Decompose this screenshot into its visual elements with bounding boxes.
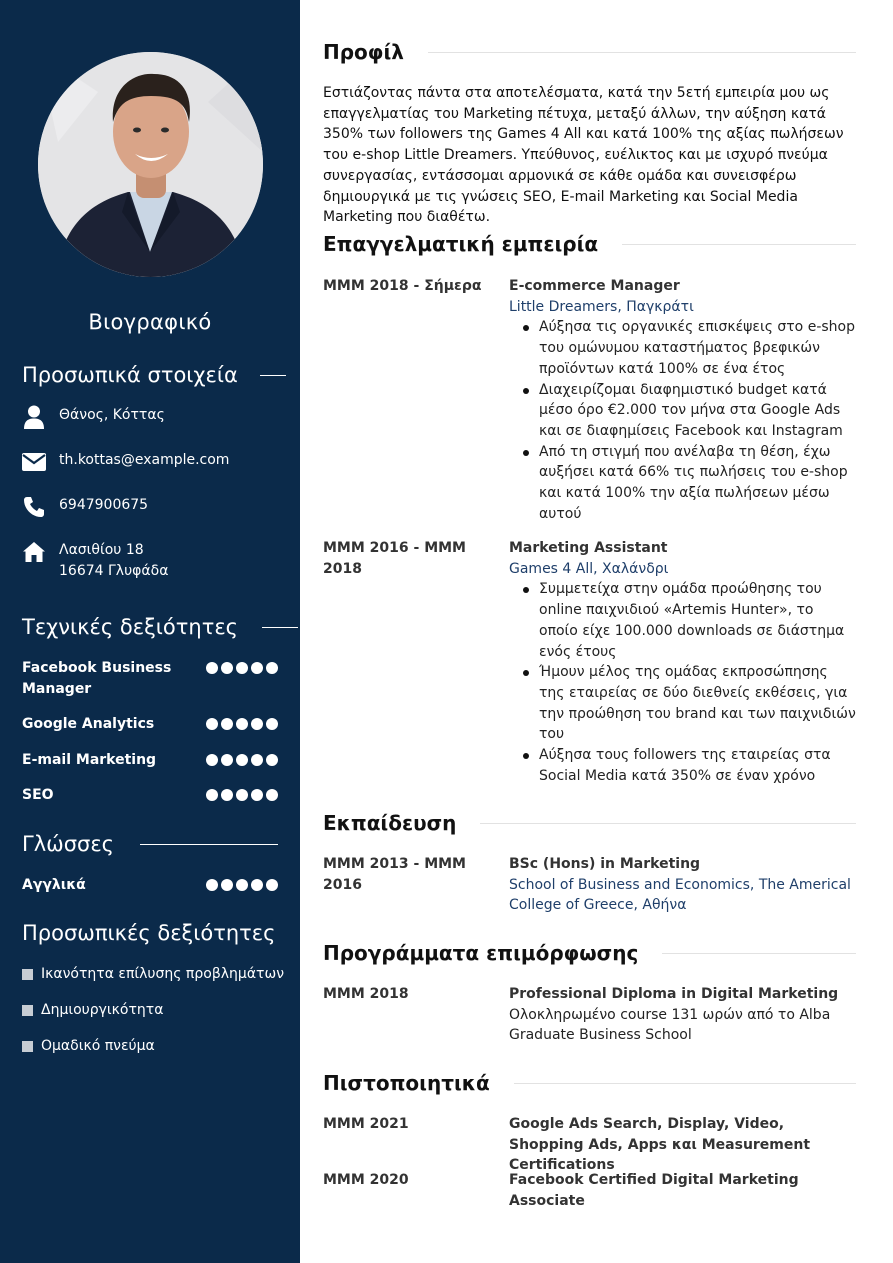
education-heading (323, 811, 856, 835)
skill-rating (206, 658, 278, 674)
rating-dot (266, 662, 278, 674)
experience-entry (323, 538, 856, 786)
language-name: Αγγλικά (22, 877, 86, 893)
heading-rule (662, 953, 856, 954)
soft-skills-title: Προσωπικές δεξιότητες (22, 921, 276, 945)
contact-email[interactable] (22, 450, 229, 474)
rating-dot (206, 879, 218, 891)
contact-address (22, 540, 168, 582)
entry-bullets (509, 317, 856, 524)
profile-summary: Εστιάζοντας πάντα στα αποτελέσματα, κατά την 5ετή εμπειρία μου ως επαγγελματίας του Marketing πέτυχα, μεταξύ άλλων, την αύξηση κατά 350% των followers της Games 4 All και κατά 100% της αξίας πωλήσεων του e-shop Little Dreamers. Υπεύθυνος, ευέλικτος και με ισχυρό πνεύμα συνεργασίας, εντάσσομαι αρμονικά σε κάθε ομάδα και συνεισφέρω δημιουργικά με τις γνώσεις SEO, E-mail Marketing και Social Media Marketing που διαθέτω. (323, 85, 844, 226)
entry-title: Facebook Certified Digital Marketing Associate (509, 1172, 799, 1209)
entry-org: Games 4 All, Χαλάνδρι (509, 560, 669, 577)
contact-address-text (59, 540, 168, 582)
contact-phone-text[interactable]: 6947900675 (59, 497, 149, 513)
entry-date: MMM 2018 - Σήμερα (323, 278, 482, 294)
bullet-item: Από τη στιγμή που ανέλαβα τη θέση, έχω αυξήσει κατά 66% τις πωλήσεις του e-shop και κατά 100% την αξία πωλήσεων μέσω αυτού (509, 442, 856, 525)
soft-skill-item (22, 1002, 163, 1018)
heading-rule (622, 244, 856, 245)
rating-dot (266, 718, 278, 730)
entry-title: Professional Diploma in Digital Marketing (509, 986, 839, 1002)
profile-heading (323, 40, 856, 64)
square-bullet-icon (22, 1005, 33, 1016)
soft-skills-heading (22, 921, 278, 945)
rating-dot (266, 879, 278, 891)
soft-skill-text: Ομαδικό πνεύμα (41, 1038, 155, 1054)
languages-heading (22, 832, 278, 856)
training-entry (323, 984, 856, 1046)
rating-dot (266, 789, 278, 801)
experience-entry (323, 276, 856, 524)
bullet-item: Ήμουν μέλος της ομάδας εκπροσώπησης της εταιρείας σε δύο διεθνείς εκθέσεις, για την προώθηση του brand και των παιχνιδιών του (509, 662, 856, 745)
profile-photo (38, 52, 263, 277)
heading-rule (262, 627, 298, 628)
soft-skill-item (22, 966, 284, 982)
skill-rating (206, 750, 278, 766)
profile-title: Προφίλ (323, 40, 404, 64)
certificate-entry (323, 1170, 856, 1211)
entry-title: Google Ads Search, Display, Video, Shopping Ads, Apps και Measurement Certifications (509, 1116, 811, 1174)
skill-name: E-mail Marketing (22, 752, 157, 768)
skill-row (22, 785, 278, 806)
rating-dot (236, 662, 248, 674)
entry-org: Little Dreamers, Παγκράτι (509, 298, 694, 315)
bullet-item: Διαχειρίζομαι διαφημιστικό budget κατά μέσο όρο €2.000 τον μήνα στα Google Ads και σε διαφημίσεις Facebook και Instagram (509, 380, 856, 442)
skill-row (22, 658, 278, 700)
entry-org: School of Business and Economics, The Americal College of Greece, Αθήνα (509, 876, 851, 914)
personal-details-heading (22, 363, 278, 387)
rating-dot (251, 754, 263, 766)
entry-date: MMM 2016 - MMM 2018 (323, 540, 466, 577)
skill-name: Google Analytics (22, 716, 155, 732)
entry-date: MMM 2021 (323, 1116, 409, 1132)
rating-dot (251, 718, 263, 730)
tech-skills-title: Τεχνικές δεξιότητες (22, 615, 239, 639)
skill-rating (206, 785, 278, 801)
training-title: Προγράμματα επιμόρφωσης (323, 941, 639, 965)
skill-row (22, 714, 278, 735)
address-line-1: Λασιθίου 18 (59, 542, 144, 558)
address-line-2: 16674 Γλυφάδα (59, 563, 169, 579)
person-icon (22, 405, 46, 429)
rating-dot (236, 718, 248, 730)
language-row (22, 875, 278, 896)
heading-rule (260, 375, 286, 376)
rating-dot (221, 754, 233, 766)
contact-phone[interactable] (22, 495, 148, 519)
rating-dot (236, 789, 248, 801)
document-label: Βιογραφικό (88, 310, 212, 334)
soft-skill-text: Ικανότητα επίλυσης προβλημάτων (41, 966, 285, 982)
rating-dot (206, 718, 218, 730)
education-entry (323, 854, 856, 916)
skill-name: Facebook Business Manager (22, 660, 172, 697)
entry-title: E-commerce Manager (509, 278, 680, 294)
envelope-icon (22, 450, 46, 474)
entry-title: BSc (Hons) in Marketing (509, 856, 701, 872)
rating-dot (251, 879, 263, 891)
sidebar (0, 0, 300, 1263)
entry-date: MMM 2020 (323, 1172, 409, 1188)
entry-date: MMM 2013 - MMM 2016 (323, 856, 466, 893)
rating-dot (221, 718, 233, 730)
entry-date: MMM 2018 (323, 986, 409, 1002)
rating-dot (236, 754, 248, 766)
certificate-entry (323, 1114, 856, 1176)
entry-bullets (509, 579, 856, 786)
contact-email-text[interactable]: th.kottas@example.com (59, 452, 230, 468)
language-rating (206, 875, 278, 891)
rating-dot (206, 754, 218, 766)
bullet-item: Συμμετείχα στην ομάδα προώθησης του online παιχνιδιού «Artemis Hunter», το οποίο είχε 100.000 downloads σε διάστημα ενός έτους (509, 579, 856, 662)
heading-rule (514, 1083, 856, 1084)
bullet-item: Αύξησα τις οργανικές επισκέψεις στο e-shop του ομώνυμου καταστήματος βρεφικών προϊόντων κατά 100% σε ένα έτος (509, 317, 856, 379)
certificates-title: Πιστοποιητικά (323, 1071, 490, 1095)
entry-description: Ολοκληρωμένο course 131 ωρών από το Alba Graduate Business School (509, 1006, 831, 1044)
rating-dot (236, 879, 248, 891)
rating-dot (251, 789, 263, 801)
rating-dot (206, 789, 218, 801)
certificates-heading (323, 1071, 856, 1095)
training-heading (323, 941, 856, 965)
skill-name: SEO (22, 787, 54, 803)
square-bullet-icon (22, 969, 33, 980)
rating-dot (221, 879, 233, 891)
experience-heading (323, 232, 856, 256)
tech-skills-heading (22, 615, 278, 639)
education-title: Εκπαίδευση (323, 811, 457, 835)
skill-row (22, 750, 278, 771)
square-bullet-icon (22, 1041, 33, 1052)
heading-rule (140, 844, 278, 845)
personal-details-title: Προσωπικά στοιχεία (22, 363, 238, 387)
portrait-image (38, 52, 263, 277)
home-icon (22, 540, 46, 564)
bullet-item: Αύξησα τους followers της εταιρείας στα Social Media κατά 350% σε έναν χρόνο (509, 745, 856, 786)
rating-dot (221, 662, 233, 674)
heading-rule (480, 823, 856, 824)
rating-dot (221, 789, 233, 801)
contact-name-text: Θάνος, Κόττας (59, 407, 165, 423)
phone-icon (22, 495, 46, 519)
experience-title: Επαγγελματική εμπειρία (323, 232, 599, 256)
rating-dot (206, 662, 218, 674)
soft-skill-item (22, 1038, 155, 1054)
skill-rating (206, 714, 278, 730)
rating-dot (266, 754, 278, 766)
soft-skill-text: Δημιουργικότητα (41, 1002, 164, 1018)
languages-title: Γλώσσες (22, 832, 115, 856)
contact-name (22, 405, 165, 429)
heading-rule (428, 52, 856, 53)
rating-dot (251, 662, 263, 674)
entry-title: Marketing Assistant (509, 540, 668, 556)
